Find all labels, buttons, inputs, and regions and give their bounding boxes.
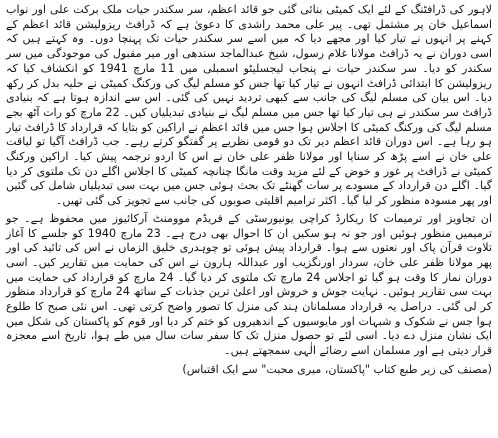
article-paragraph-1: لاہور کی ڈرافٹنگ کے لئے ایک کمیٹی بنائی گئی جو قائد اعظم، سر سکندر حیات ملک برکت علی اور نواب اسماعیل خان پر مشتمل تھی۔ پیر علی محمد راشدی کا دعویٰ ہے کہ ڈرافٹ ریزولیشن قائد اعظم کے کہنے پر انہوں نے تیار کیا اور مجھے دیا کہ میں اسے سر سکندر حیات تک پہنچا دوں۔ وہ کہتے ہیں کہ اسی دوران نے یہ ڈرافٹ مولانا غلام رسول، شیخ عبدالماجد سندھی اور میر مقبول کی موجودگی میں سر سکندر کو دیا۔ سر سکندر حیات نے پنجاب لیجسلیٹو اسمبلی میں 11 مارچ 1941 کو انکشاف کیا کہ ریزولیشن کا ابتدائی ڈرافٹ انہوں نے تیار کیا تھا جس کو مسلم لیگ کی ورکنگ کمیٹی نے حلیہ بدل کر رکھ دیا۔ اس بیان کی مسلم لیگ کی جانب سے کبھی تردید نہیں کی گئی۔ اس سے اندازہ ہوتا ہے کہ بنیادی ڈرافٹ سر سکندر نے ہی تیار کیا تھا جس میں مسلم لیگ نے بنیادی تبدیلیاں کیں۔ 22 مارچ کو رات آٹھ بجے مسلم لیگ کی ورکنگ کمیٹی کا اجلاس ہوا جس میں قائد اعظم نے اراکین کو بتایا کہ قرارداد کا ڈرافٹ تیار ہو رہا ہے۔ اس دوران قائد اعظم دیر تک دو قومی نظریے پر گفتگو کرتے رہے۔ جب ڈرافٹ آگیا تو لیاقت علی خان نے اسے پڑھ کر سنایا اور مولانا ظفر علی خان نے اس کا اردو ترجمہ پیش کیا۔ اراکین ورکنگ کمیٹی نے ڈرافٹ پر غور و خوض کے لئے مزید وقت مانگا چنانچہ کمیٹی کا اجلاس اگلے دن تک ملتوی کر دیا گیا۔ اگلے دن قرارداد کے مسودے پر سات گھنٹے تک بحث ہوئی جس میں بہت سی تبدیلیاں شامل کی گئیں اور پھر مسودہ منظور کر لیا گیا۔ اکثر ترامیم اقلیتی صوبوں کی جانب سے تجویز کی گئی تھیں۔ xyxy=(6,3,492,208)
source-note: (مصنف کی زیر طبع کتاب "پاکستان، میری محبت" سے ایک اقتباس) xyxy=(182,362,492,376)
article-paragraph-2: ان تجاویز اور ترمیمات کا ریکارڈ کراچی یونیورسٹی کے فریڈم موومنٹ آرکائیوز میں محفوظ ہے۔ جو ترمیمیں منظور ہوئیں اور جو نہ ہو سکیں ان کا احوال بھی درج ہے۔ 23 مارچ 1940 کو جلسے کا آغاز تلاوت قرآن پاک اور نعتوں سے ہوا۔ قرارداد پیش ہوئی تو چوہدری خلیق الزماں نے اس کی تائید کی اور پھر مولانا ظفر علی خان، سردار اورنگزیب اور عبداللہ ہارون نے اس کی حمایت میں تقاریر کیں۔ اسی دوران نماز کا وقت ہو گیا تو اجلاس 24 مارچ تک ملتوی کر دیا گیا۔ 24 مارچ کو قرارداد کی حمایت میں بہت سی تقاریر ہوئیں۔ نہایت جوش و خروش اور اعلیٰ ترین جذبات کے ساتھ 24 مارچ کو قرارداد منظور کر لی گئی۔ دراصل یہ قرارداد مسلمانان ہند کی منزل کا تصور واضح کرتی تھی۔ اس نئی صبح کا طلوع ہوا جس نے شکوک و شبہات اور مایوسیوں کے اندھیروں کو ختم کر دیا اور قوم کو پاکستان کی شکل میں ایک نشان منزل دے دیا۔ اسی لئے تو حصول منزل تک کا سفر سات سال میں طے ہوا، تاریخ اسے معجزہ قرار دیتی ہے اور مسلمان اسے رضائے الٰہی سمجھتے ہیں۔ xyxy=(6,211,493,358)
